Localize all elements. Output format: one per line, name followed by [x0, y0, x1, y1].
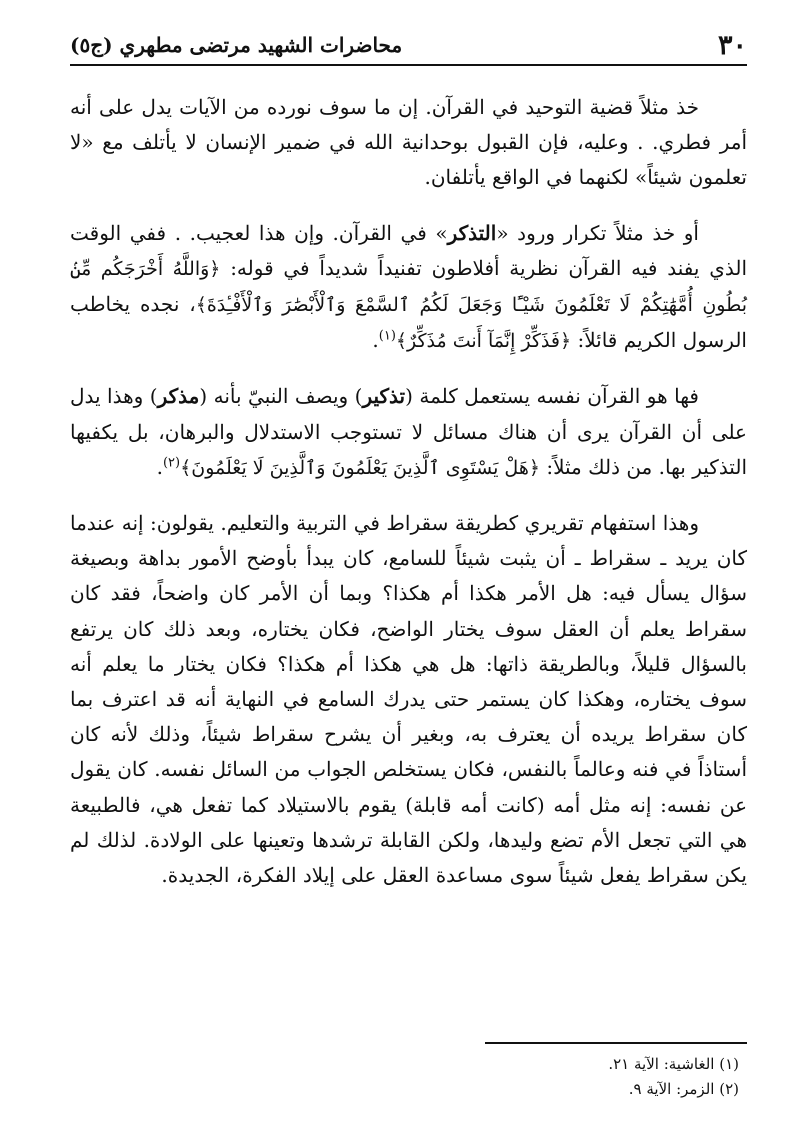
keyword-tadhkir: تذكير	[362, 384, 406, 409]
footnote-marker-2[interactable]: (٢)	[162, 455, 181, 471]
body-text	[70, 90, 747, 893]
footnotes	[70, 1052, 739, 1102]
text-run: » في القرآن. وإن هذا لعجيب. . ففي الوقت الذي يفند فيه القرآن نظرية أفلاطون تفنيداً شديداً في قوله:	[70, 220, 748, 280]
page-header	[70, 26, 747, 66]
footnote-2: (٢) الزمر: الآية ٩.	[628, 1080, 739, 1098]
quran-verse: ﴿هَلْ يَسْتَوِى ٱلَّذِينَ يَعْلَمُونَ وَٱلَّذِينَ لَا يَعْلَمُونَ﴾	[180, 456, 540, 479]
footnote-divider	[485, 1042, 747, 1044]
keyword-tadhakkur: التذكر	[447, 220, 497, 245]
text-run: فها هو القرآن نفسه يستعمل كلمة (	[405, 384, 699, 409]
page-number: ٣٠	[717, 29, 747, 61]
text-run: .	[372, 328, 379, 353]
quran-verse: ﴿وَاللَّهُ أَخْرَجَكُم مِّنۢ بُطُونِ أُمَّهَٰتِكُمْ لَا تَعْلَمُونَ شَيْـًٔا وَجَعَلَ لَكُمُ ٱلسَّمْعَ وَٱلْأَبْصَٰرَ وَٱلْأَفْـِٔدَةَ﴾	[70, 257, 748, 317]
paragraph-3	[70, 379, 747, 486]
footnote-1: (١) الغاشية: الآية ٢١.	[608, 1055, 739, 1073]
running-title: محاضرات الشهيد مرتضى مطهري (ج٥)	[70, 33, 403, 57]
footnote-marker-1[interactable]: (١)	[378, 328, 396, 344]
text-run: أو خذ مثلاً تكرار ورود «	[496, 220, 699, 245]
text-run: ) وهذا يدل على أن القرآن يرى أن هناك مسائل لا تستوجب الاستدلال والبرهان، بل يكفيها التذكير بها. من ذلك مثلاً:	[70, 384, 747, 479]
text-run: ، نجده يخاطب الرسول الكريم قائلاً:	[70, 292, 747, 353]
paragraph-4: وهذا استفهام تقريري كطريقة سقراط في التربية والتعليم. يقولون: إنه عندما كان يريد ـ سقراط ـ أن يثبت شيئاً للسامع، كان يبدأ بأوضح الأمور بداهة وبصيغة سؤال يسأل فيه: هل الأمر هكذا أم هكذا؟ وبما أن الأمر كان واضحاً، فقد كان سقراط يعلم أن العقل سوف يختار الواضح، فكان يختاره، وبعد ذلك كان يرتفع بالسؤال قليلاً، وبالطريقة ذاتها: هل هي هكذا أم هكذا؟ فكان يختار ما يعلم أنه سوف يختاره، وهكذا كان يستمر حتى يدرك السامع في النهاية أنه قد اعترف بما كان سقراط يريده أن يعترف به، وبغير أن يشرح سقراط شيئاً، وذلك لأنه كان أستاذاً في فنه وعالماً بالنفس، فكان يستخلص الجواب من السائل نفسه. كان يقول عن نفسه: إنه مثل أمه (كانت أمه قابلة) يقوم بالاستيلاد كما تفعل هي، فالطبيعة هي التي تجعل الأم تضع وليدها، ولكن القابلة ترشدها وتعينها على الولادة. لذلك لم يكن سقراط يفعل شيئاً سوى مساعدة العقل على إيلاد الفكرة، الجديدة.	[70, 511, 747, 888]
quran-verse: ﴿فَذَكِّرْ إِنَّمَآ أَنتَ مُذَكِّرٌ﴾	[395, 330, 572, 353]
text-run: .	[156, 454, 163, 479]
keyword-mudhakkir: مذكر	[157, 384, 200, 409]
paragraph-2	[70, 216, 747, 360]
paragraph-1: خذ مثلاً قضية التوحيد في القرآن. إن ما سوف نورده من الآيات يدل على أنه أمر فطري. . وعليه، فإن القبول بوحدانية الله في ضمير الإنسان لا يأتلف مع «لا تعلمون شيئاً» لكنهما في الواقع يأتلفان.	[70, 95, 747, 190]
text-run: ) ويصف النبيّ بأنه (	[199, 384, 363, 409]
